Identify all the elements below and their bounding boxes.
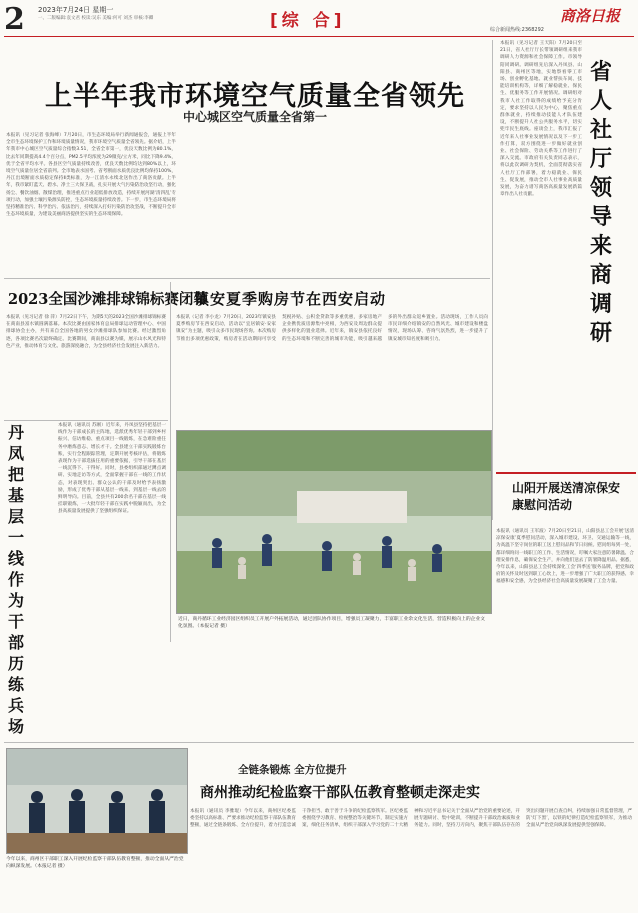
discipline-photo bbox=[6, 748, 188, 854]
staff-line: 一、二版编辑:袁文君 校读:吴东 美编:何可 刘杰 审核:李卿 bbox=[38, 16, 154, 21]
discipline-photo-caption: 今年以来，商州区干部职工深入开展纪检监察干部队伍教育整顿，推动全面从严治党向纵深发展。（本报记者 摄） bbox=[6, 857, 184, 869]
discipline-body: 本报讯（通讯员 李雅琨）今年以来，商州区纪委监委坚持以高标准、严要求推动纪检监察干部队伍教育整顿，通过全链条锻炼、全方位提升，着力打造忠诚干净担当、敢于善于斗争的纪检监察铁军。区纪委监委围绕学习教育、检视整治等关键环节，制定实施方案，细化任务清单，组织干部深入学习党的二十大精神和习近平总书记关于全面从严治党的重要论述，开展专题研讨、集中轮训，不断提升干部政治素质和业务能力。同时，坚持刀刃向内，聚焦干部队伍存在的突出问题开展自查自纠，持续加强日常监督管理，严防‘灯下黑’，以铁的纪律打造纪检监察铁军，为推动全面从严治党向纵深发展提供坚强保障。 bbox=[190, 809, 632, 829]
newspaper-logo: 商洛日报 bbox=[560, 7, 621, 25]
danfeng-body: 本报讯（通讯员 苏刚）近年来，丹凤县坚持把基层一线作为干部成长的主阵地，选派优秀年轻干部到乡村振兴、信访维稳、重点项目一线锻炼，在急难险重任务中磨炼意志、增长才干。全县建立干部实践锻炼台账，实行全程跟踪管理，定期开展考核评估，将锻炼表现作为干部选拔任用的重要依据，引导干部在基层一线沉得下、干得好。同时，县委组织部通过蹲点调研、实地走访等方式，全面掌握干部在一线的工作状态，对表现突出、群众公认的干部及时给予表扬激励，形成了优秀干部从基层一线来、到基层一线去的鲜明导向。目前，全县共有200余名干部在基层一线挂职锻炼，一大批年轻干部在实践中脱颖而出，为全县高质量发展提供了坚强组织保证。 bbox=[58, 423, 166, 515]
contact-line: 综合新闻热线:2368292 bbox=[490, 27, 544, 33]
volleyball-body: 本报讯（见习记者 徐 萍）7月22日下午，为期5天的2023全国沙滩排球锦标赛在商南县富水镇圆满落幕。本次比赛由国家体育总局排球运动管理中心、中国排球协会主办，共有来自全国各地的男女沙滩排球队参加比赛。经过激烈角逐，各项比赛名次最终确定。比赛期间，商南县以赛为媒，展示山水风光和特色产业，推动体育与文化、旅游深度融合，为全县经济社会发展注入新活力。 bbox=[6, 315, 166, 349]
side-story-body-bottom bbox=[500, 330, 630, 472]
discipline-kicker: 全链条锻炼 全方位提升 bbox=[238, 764, 347, 776]
section-label: [综 合] bbox=[270, 11, 346, 31]
danfeng-title: 丹凤把基层一线作为干部历练兵场 bbox=[8, 423, 25, 736]
side-story-title: 省人社厅领导来商调研 bbox=[590, 59, 613, 346]
masthead bbox=[0, 0, 638, 36]
house-title: 镇安夏季购房节在西安启动 bbox=[194, 290, 387, 308]
accent-bar bbox=[496, 472, 636, 474]
column-divider bbox=[170, 282, 171, 642]
side-story-body-top: 本报讯（见习记者 王天阳）7月20日至21日，省人社厅厅长带领调研组来我市调研人力资源和社会保障工作。市领导陪同调研。调研组先后深入丹凤县、山阳县、商州区等地，实地察看零工市场、创业孵化基地、就业帮扶车间、技能培训机构等，详细了解稳就业、保民生、优服务等工作开展情况。调研组对我市人社工作取得的成绩给予充分肯定，要求坚持以人民为中心，聚焦重点群体就业，持续推动技能人才队伍建设，不断提升人社公共服务水平，切实兜牢民生底线。座谈会上，我市汇报了近年来人社事业发展情况以及下一步工作打算，双方围绕进一步做好就业创业、社会保险、劳动关系等工作进行了深入交流。市政府有关负责同志表示，将以此次调研为契机，全面贯彻落实省人社厅工作部署，着力稳就业、保民生、促发展，推动全市人社事业高质量发展，为奋力谱写商洛高质量发展新篇章作出人社贡献。 bbox=[500, 41, 582, 198]
shanyang-title: 山阳开展送清凉保安康慰问活动 bbox=[512, 481, 621, 512]
divider bbox=[4, 742, 634, 743]
divider bbox=[4, 420, 168, 421]
volleyball-title: 2023全国沙滩排球锦标赛闭幕 bbox=[8, 291, 208, 308]
lead-body-col1: 本报讯（见习记者 张海峰）7月20日，市生态环境局举行新闻通报会，通报上半年全市生态环境保护工作和环境质量情况，我市环境空气质量全省领先。据介绍，上半年我市中心城区空气质量综合指数3.51，全省全市第一，优良天数比例为80.1%，比去年同期提高4.4个百分点，PM2.5平均浓度为29微克/立方米，同比下降9.4%，优于全省平均水平。各县区空气质量持续改善，优良天数比例均达到80%以上，环境空气质量位居全省前列。全市地表水国考、省考断面水质优良比例均保持100%，丹江出境断面水质稳定保持Ⅱ类标准，为一江清水永续北送作出了商洛贡献。上半年，我市紧盯蓝天、碧水、净土三大保卫战，扎实开展大气污染防治攻坚行动，强化扬尘、餐饮油烟、散煤治理，推进重点行业超低排放改造，持续开展河湖‘清四乱’专项行动，加强土壤污染源头防控，生态环境质量持续改善。下一步，市生态环境局将坚持精准治污、科学治污、依法治污，持续深入打好污染防治攻坚战，不断提升全市生态环境质量，为建设美丽商洛提供坚实的生态环境保障。 bbox=[6, 133, 176, 218]
lead-body-col3 bbox=[336, 132, 484, 272]
column-divider bbox=[492, 40, 493, 520]
shanyang-body: 本报讯（通讯员 王军波）7月20日至21日，山阳县总工会开展‘送清凉保安康’夏季慰问活动，深入城市建设、环卫、交通运输等一线，为高温下坚守岗位的职工送上慰问品和节日问候。慰问组每到一处，都详细询问一线职工的工作、生活情况，叮嘱大家注意防暑降温、合理安排作息，确保安全生产，并向他们送去了防暑降温用品。据悉，今年以来，山阳县总工会持续深化工会‘四季送’服务品牌，把党和政府的关怀及时送到职工心坎上，进一步增强了广大职工的获得感、幸福感和安全感，为全县经济社会高质量发展凝聚了工会力量。 bbox=[496, 529, 634, 585]
lead-body-col2 bbox=[182, 132, 330, 272]
lead-subheadline: 中心城区空气质量全省第一 bbox=[182, 110, 327, 124]
page-number: 2 bbox=[4, 2, 25, 37]
masthead-rule bbox=[4, 36, 634, 37]
discipline-title: 商州推动纪检监察干部队伍教育整顿走深走实 bbox=[200, 785, 480, 801]
side-story-body-mid bbox=[500, 146, 582, 326]
lead-headline: 上半年我市环境空气质量全省领先 bbox=[45, 81, 465, 112]
photo-caption: 近日，商丹循环工业经济园区组织员工开展户外拓展活动，通过团队协作项目，增强员工凝聚力，丰富职工业余文化生活，营造积极向上的企业文化氛围。（本报记者 摄） bbox=[178, 617, 486, 629]
divider bbox=[4, 278, 490, 279]
date-line: 2023年7月24日 星期一 bbox=[38, 6, 114, 14]
house-body: 本报讯（记者 李小龙）7月20日，2023年镇安县夏季购房节在西安启动，活动以“宜居镇安·安家镇安”为主题，吸引众多市民现场咨询。本次购房节推出多项优惠政策，购房者在活动期间可享受契税补贴、公积金贷款等多重优惠，多家房地产企业携优质房源集中亮相，为西安及周边群众提供多样化的置业选择。近年来，镇安县依托良好的生态环境和不断完善的城市功能，吸引越来越多的外出群众返乡置业。活动现场，工作人员向市民详细介绍镇安的自然风光、城市建设和楼盘情况，现场认筹、咨询气氛热烈，进一步提升了镇安城市知名度和吸引力。 bbox=[176, 315, 488, 342]
outdoor-activity-photo bbox=[176, 430, 492, 614]
